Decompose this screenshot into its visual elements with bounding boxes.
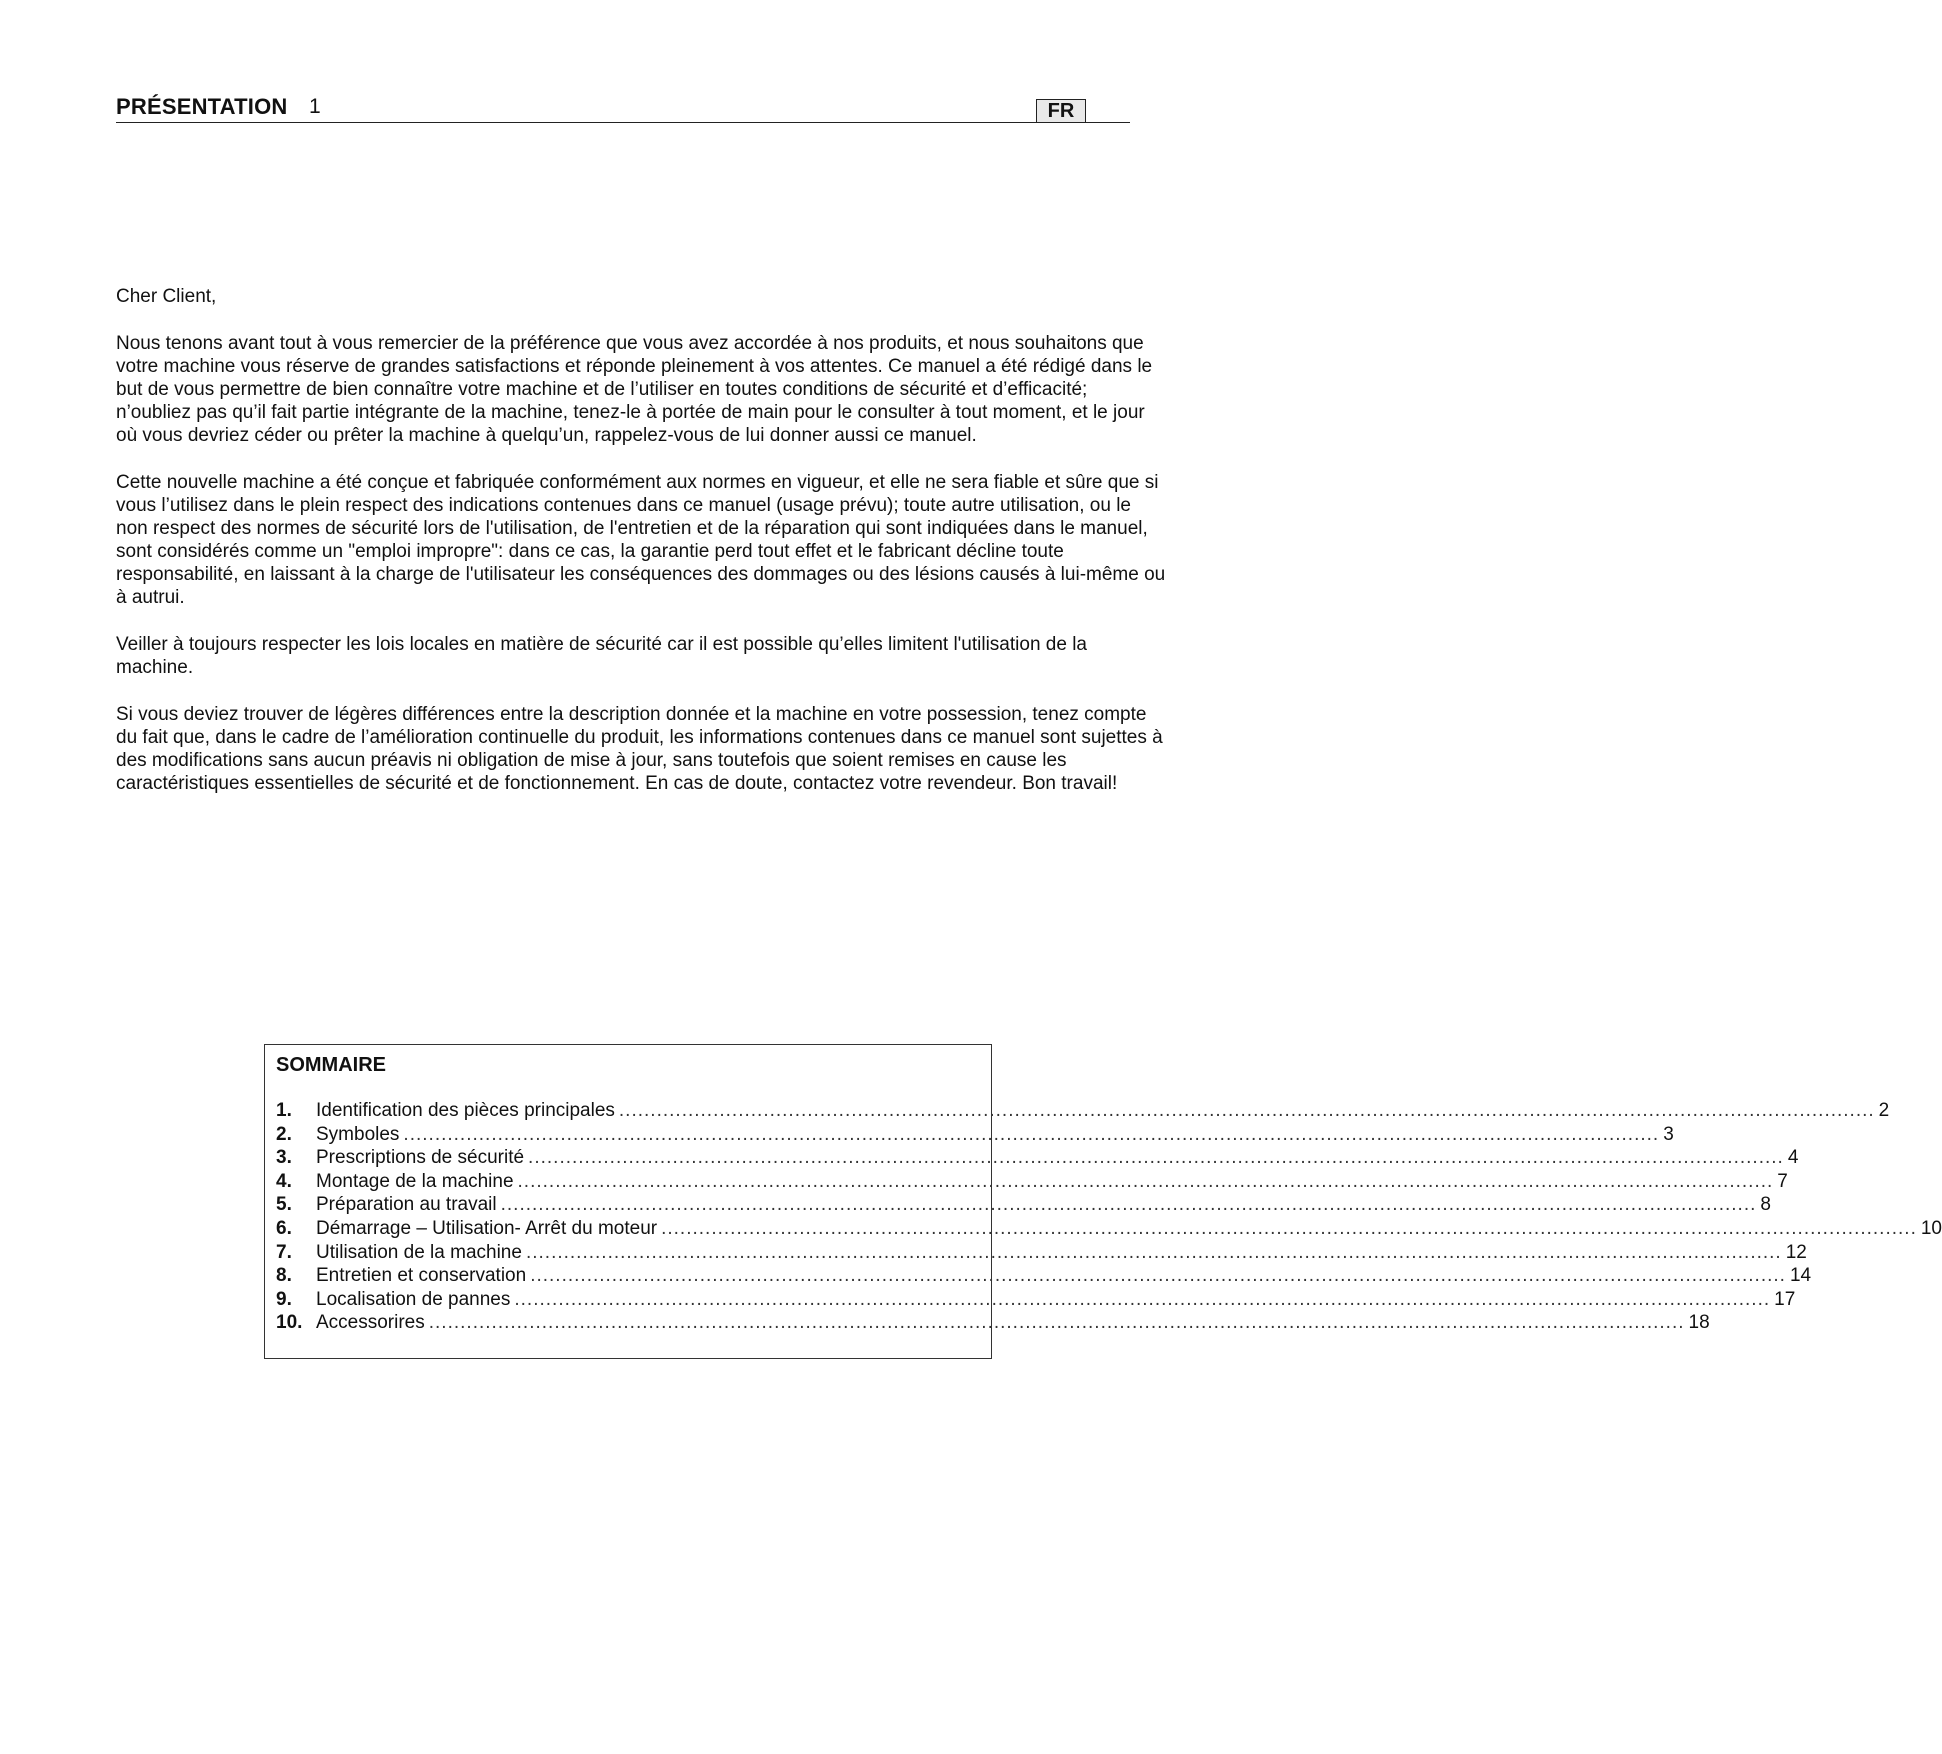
toc-item[interactable] xyxy=(276,1264,1812,1288)
toc-item-page: 10 xyxy=(1920,1217,1942,1239)
toc-item-number: 10. xyxy=(276,1312,303,1334)
page-number: 1 xyxy=(309,95,321,118)
paragraph-compliance: Cette nouvelle machine a été conçue et fabriquée conformément aux normes en vigueur, et elle ne sera fiable et sûre que si vous l’utilisez dans le plein respect des indications contenues dans ce manuel (usage prévu); toute autre utilisation, ou le non respect des normes de sécurité lors de l'utilisation, de l'entretien et de la réparation qui sont indiquées dans le manuel, sont considérés comme un "emploi impropre": dans ce cas, la garantie perd tout effet et le fabricant décline toute responsabilité, en laissant à la charge de l'utilisateur les conséquences des dommages ou des lésions causés à lui-même ou à autrui. xyxy=(116,472,1166,608)
toc-item-label: Montage de la machine xyxy=(316,1170,514,1192)
letter-body xyxy=(116,285,1166,819)
toc-leader-dots: ........................................................................................................................................................................................................ xyxy=(661,1217,1917,1239)
toc-item[interactable] xyxy=(276,1170,1788,1194)
toc-leader-dots: ........................................................................................................................................................................................................ xyxy=(514,1288,1771,1310)
toc-item-number: 8. xyxy=(276,1265,292,1287)
paragraph-differences: Si vous deviez trouver de légères différences entre la description donnée et la machine en votre possession, tenez compte du fait que, dans le cadre de l’amélioration continuelle du produit, les informations contenues dans ce manuel sont sujettes à des modifications sans aucun préavis ni obligation de mise à jour, sans toutefois que soient remises en cause les caractéristiques essentielles de sécurité et de fonctionnement. En cas de doute, contactez votre revendeur. Bon travail! xyxy=(116,704,1163,794)
toc-item[interactable] xyxy=(276,1311,1710,1335)
toc-item-number: 9. xyxy=(276,1288,292,1310)
toc-item-label: Entretien et conservation xyxy=(316,1265,527,1287)
toc-item-label: Prescriptions de sécurité xyxy=(316,1147,525,1169)
language-badge: FR xyxy=(1036,99,1086,123)
toc-item-number: 5. xyxy=(276,1194,292,1216)
toc-item[interactable] xyxy=(276,1217,1942,1241)
toc-leader-dots: ........................................................................................................................................................................................................ xyxy=(530,1265,1786,1287)
toc-item[interactable] xyxy=(276,1123,1674,1147)
toc-leader-dots: ........................................................................................................................................................................................................ xyxy=(618,1100,1875,1121)
toc-item[interactable] xyxy=(276,1288,1796,1312)
toc-item-label: Démarrage – Utilisation- Arrêt du moteur xyxy=(316,1217,658,1239)
toc-item-page: 3 xyxy=(1663,1123,1674,1145)
toc-item-label: Identification des pièces principales xyxy=(316,1100,615,1121)
toc-leader-dots: ........................................................................................................................................................................................................ xyxy=(428,1312,1685,1334)
toc-item-label: Utilisation de la machine xyxy=(316,1241,522,1263)
toc-item-number: 1. xyxy=(276,1100,292,1121)
toc-item-page: 4 xyxy=(1787,1147,1799,1169)
toc-item[interactable] xyxy=(276,1099,1890,1123)
greeting: Cher Client, xyxy=(116,286,217,307)
toc-leader-dots: ........................................................................................................................................................................................................ xyxy=(517,1170,1774,1192)
toc-item-number: 6. xyxy=(276,1217,292,1239)
toc-item-label: Accessorires xyxy=(316,1312,425,1334)
toc-item[interactable] xyxy=(276,1146,1799,1170)
toc-item-number: 4. xyxy=(276,1170,292,1192)
paragraph-thanks: Nous tenons avant tout à vous remercier de la préférence que vous avez accordée à nos produits, et nous souhaitons que votre machine vous réserve de grandes satisfactions et réponde pleinement à vos attentes. Ce manuel a été rédigé dans le but de vous permettre de bien connaître votre machine et de l’utiliser en toutes conditions de sécurité et d’efficacité; n’oubliez pas qu’il fait partie intégrante de la machine, tenez-le à portée de main pour le consulter à tout moment, et le jour où vous devriez céder ou prêter la machine à quelqu’un, rappelez-vous de lui donner aussi ce manuel. xyxy=(116,333,1153,446)
toc-item[interactable] xyxy=(276,1241,1807,1265)
toc-item-label: Symboles xyxy=(316,1123,400,1145)
toc-item-number: 2. xyxy=(276,1123,292,1145)
page-header xyxy=(116,92,1130,123)
toc-item-page: 12 xyxy=(1785,1241,1807,1263)
toc-item-label: Localisation de pannes xyxy=(316,1288,511,1310)
table-of-contents xyxy=(264,1044,1942,1359)
toc-leader-dots: ........................................................................................................................................................................................................ xyxy=(500,1194,1757,1216)
toc-item-page: 17 xyxy=(1774,1288,1796,1310)
toc-item-page: 7 xyxy=(1777,1170,1788,1192)
toc-leader-dots: ........................................................................................................................................................................................................ xyxy=(403,1123,1660,1145)
toc-item-page: 14 xyxy=(1789,1265,1812,1287)
toc-item-label: Préparation au travail xyxy=(316,1194,497,1216)
toc-leader-dots: ........................................................................................................................................................................................................ xyxy=(525,1241,1782,1263)
section-title: PRÉSENTATION xyxy=(116,94,288,119)
toc-list xyxy=(276,1099,1942,1335)
toc-item-number: 7. xyxy=(276,1241,292,1263)
toc-item-page: 18 xyxy=(1688,1312,1710,1334)
toc-item[interactable] xyxy=(276,1193,1771,1217)
toc-leader-dots: ........................................................................................................................................................................................................ xyxy=(528,1147,1784,1169)
toc-title: SOMMAIRE xyxy=(276,1054,386,1076)
toc-item-number: 3. xyxy=(276,1147,292,1169)
toc-item-page: 8 xyxy=(1760,1194,1771,1216)
toc-item-page: 2 xyxy=(1878,1100,1890,1121)
paragraph-local-laws: Veiller à toujours respecter les lois locales en matière de sécurité car il est possible qu’elles limitent l'utilisation de la machine. xyxy=(116,634,1087,678)
